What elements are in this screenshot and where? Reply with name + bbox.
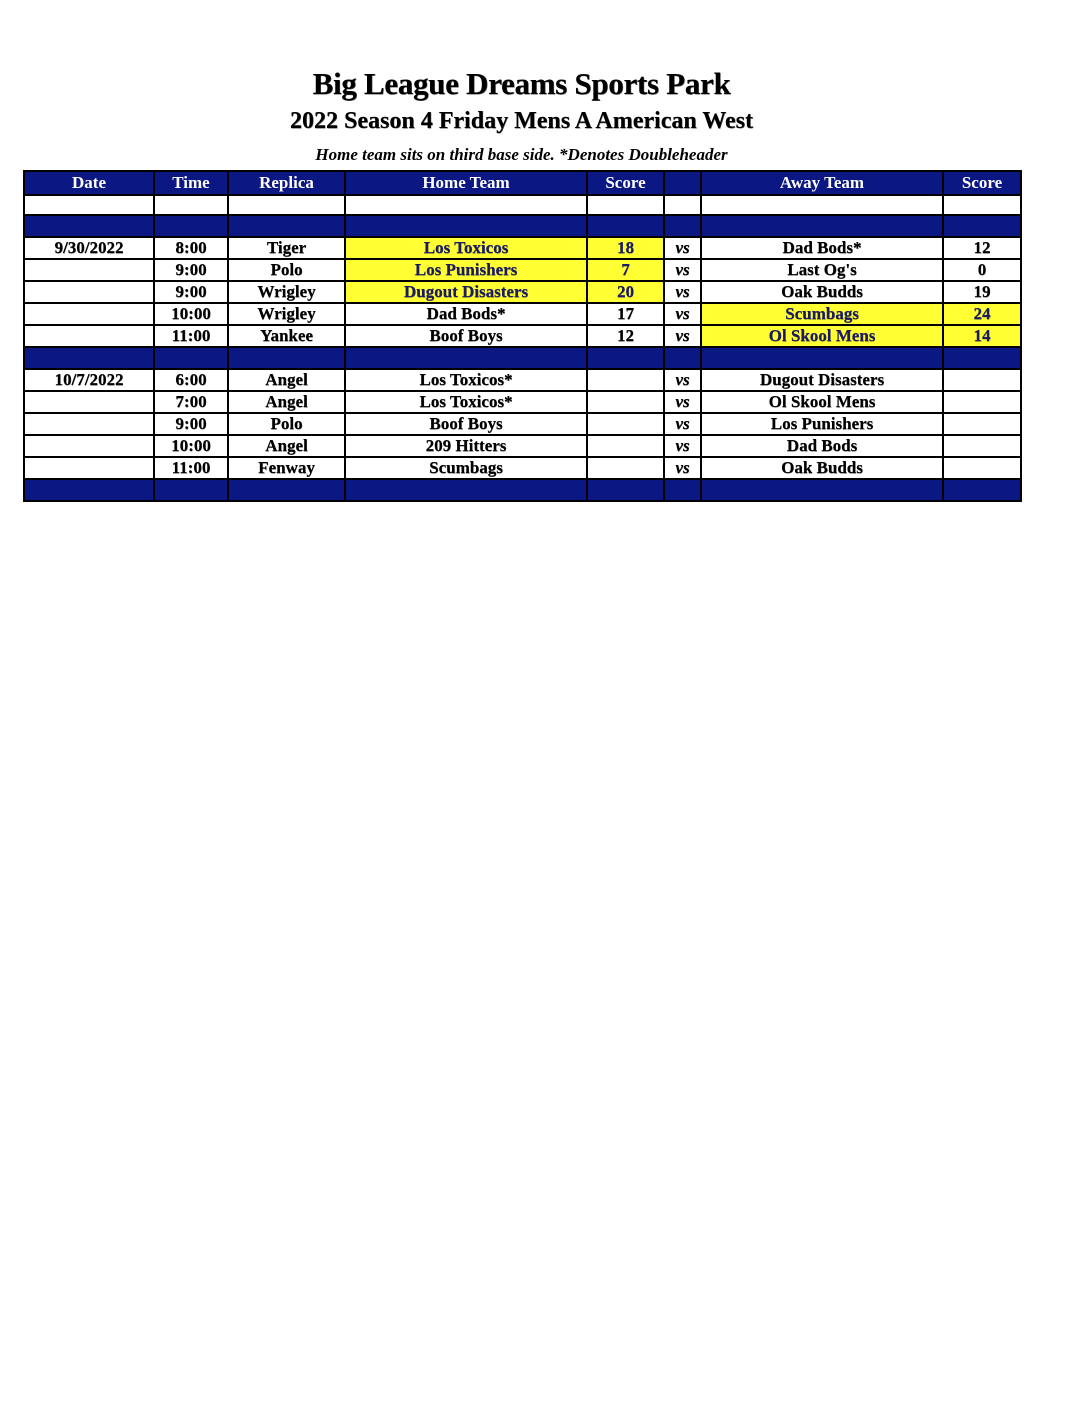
vs-label: vs xyxy=(664,325,701,347)
home-team: Boof Boys xyxy=(345,413,587,435)
page-title: Big League Dreams Sports Park xyxy=(312,66,731,101)
home-score: 18 xyxy=(587,237,664,259)
schedule-note: Home team sits on third base side. *Denotes Doubleheader xyxy=(315,145,728,164)
away-score xyxy=(943,413,1021,435)
game-date xyxy=(24,325,154,347)
away-score: 14 xyxy=(943,325,1021,347)
home-score: 20 xyxy=(587,281,664,303)
game-row xyxy=(24,413,1021,435)
away-score xyxy=(943,369,1021,391)
schedule-body xyxy=(24,195,1021,501)
game-date xyxy=(24,391,154,413)
col-header-date: Date xyxy=(24,171,154,195)
game-replica: Angel xyxy=(228,369,345,391)
home-team: Los Toxicos xyxy=(345,237,587,259)
game-time: 7:00 xyxy=(154,391,228,413)
away-team: Los Punishers xyxy=(701,413,943,435)
away-team: Last Og's xyxy=(701,259,943,281)
league-subtitle: 2022 Season 4 Friday Mens A American West xyxy=(290,108,753,134)
home-score: 7 xyxy=(587,259,664,281)
header-row xyxy=(24,171,1021,195)
game-date: 9/30/2022 xyxy=(24,237,154,259)
game-replica: Polo xyxy=(228,259,345,281)
game-date xyxy=(24,303,154,325)
home-team: Dad Bods* xyxy=(345,303,587,325)
col-header-home-score: Score xyxy=(587,171,664,195)
away-team: Dad Bods* xyxy=(701,237,943,259)
game-row xyxy=(24,369,1021,391)
game-time: 9:00 xyxy=(154,281,228,303)
schedule-table xyxy=(23,170,1022,502)
vs-label: vs xyxy=(664,435,701,457)
game-row xyxy=(24,457,1021,479)
away-team: Oak Budds xyxy=(701,457,943,479)
game-time: 6:00 xyxy=(154,369,228,391)
away-team: Ol Skool Mens xyxy=(701,325,943,347)
col-header-time: Time xyxy=(154,171,228,195)
away-team: Dugout Disasters xyxy=(701,369,943,391)
game-row xyxy=(24,435,1021,457)
week-separator-row xyxy=(24,347,1021,369)
game-replica: Angel xyxy=(228,391,345,413)
game-row xyxy=(24,281,1021,303)
game-time: 8:00 xyxy=(154,237,228,259)
vs-label: vs xyxy=(664,457,701,479)
home-team: Los Punishers xyxy=(345,259,587,281)
game-time: 10:00 xyxy=(154,303,228,325)
vs-label: vs xyxy=(664,369,701,391)
away-score: 24 xyxy=(943,303,1021,325)
game-date xyxy=(24,281,154,303)
game-time: 9:00 xyxy=(154,259,228,281)
away-team: Scumbags xyxy=(701,303,943,325)
game-row xyxy=(24,303,1021,325)
game-date xyxy=(24,435,154,457)
home-team: Scumbags xyxy=(345,457,587,479)
home-score xyxy=(587,369,664,391)
week-separator-row xyxy=(24,215,1021,237)
game-time: 11:00 xyxy=(154,325,228,347)
home-score xyxy=(587,391,664,413)
col-header-vs xyxy=(664,171,701,195)
game-date: 10/7/2022 xyxy=(24,369,154,391)
home-team: Los Toxicos* xyxy=(345,391,587,413)
away-score xyxy=(943,435,1021,457)
away-team: Dad Bods xyxy=(701,435,943,457)
home-team: Dugout Disasters xyxy=(345,281,587,303)
game-time: 10:00 xyxy=(154,435,228,457)
game-row xyxy=(24,391,1021,413)
game-date xyxy=(24,457,154,479)
away-score xyxy=(943,457,1021,479)
game-time: 9:00 xyxy=(154,413,228,435)
col-header-home-team: Home Team xyxy=(345,171,587,195)
col-header-replica: Replica xyxy=(228,171,345,195)
home-score xyxy=(587,413,664,435)
game-replica: Wrigley xyxy=(228,281,345,303)
game-row xyxy=(24,259,1021,281)
home-score: 17 xyxy=(587,303,664,325)
home-score: 12 xyxy=(587,325,664,347)
vs-label: vs xyxy=(664,413,701,435)
away-score xyxy=(943,391,1021,413)
vs-label: vs xyxy=(664,281,701,303)
game-row xyxy=(24,325,1021,347)
vs-label: vs xyxy=(664,237,701,259)
away-score: 12 xyxy=(943,237,1021,259)
vs-label: vs xyxy=(664,303,701,325)
vs-label: vs xyxy=(664,391,701,413)
game-replica: Wrigley xyxy=(228,303,345,325)
game-row xyxy=(24,237,1021,259)
game-replica: Polo xyxy=(228,413,345,435)
game-date xyxy=(24,413,154,435)
game-date xyxy=(24,259,154,281)
away-score: 19 xyxy=(943,281,1021,303)
home-score xyxy=(587,435,664,457)
week-separator-row xyxy=(24,479,1021,501)
home-team: Boof Boys xyxy=(345,325,587,347)
vs-label: vs xyxy=(664,259,701,281)
home-team: Los Toxicos* xyxy=(345,369,587,391)
game-time: 11:00 xyxy=(154,457,228,479)
game-replica: Tiger xyxy=(228,237,345,259)
game-replica: Angel xyxy=(228,435,345,457)
away-team: Oak Budds xyxy=(701,281,943,303)
col-header-away-score: Score xyxy=(943,171,1021,195)
away-team: Ol Skool Mens xyxy=(701,391,943,413)
game-replica: Fenway xyxy=(228,457,345,479)
away-score: 0 xyxy=(943,259,1021,281)
home-team: 209 Hitters xyxy=(345,435,587,457)
col-header-away-team: Away Team xyxy=(701,171,943,195)
game-replica: Yankee xyxy=(228,325,345,347)
home-score xyxy=(587,457,664,479)
blank-row xyxy=(24,195,1021,215)
